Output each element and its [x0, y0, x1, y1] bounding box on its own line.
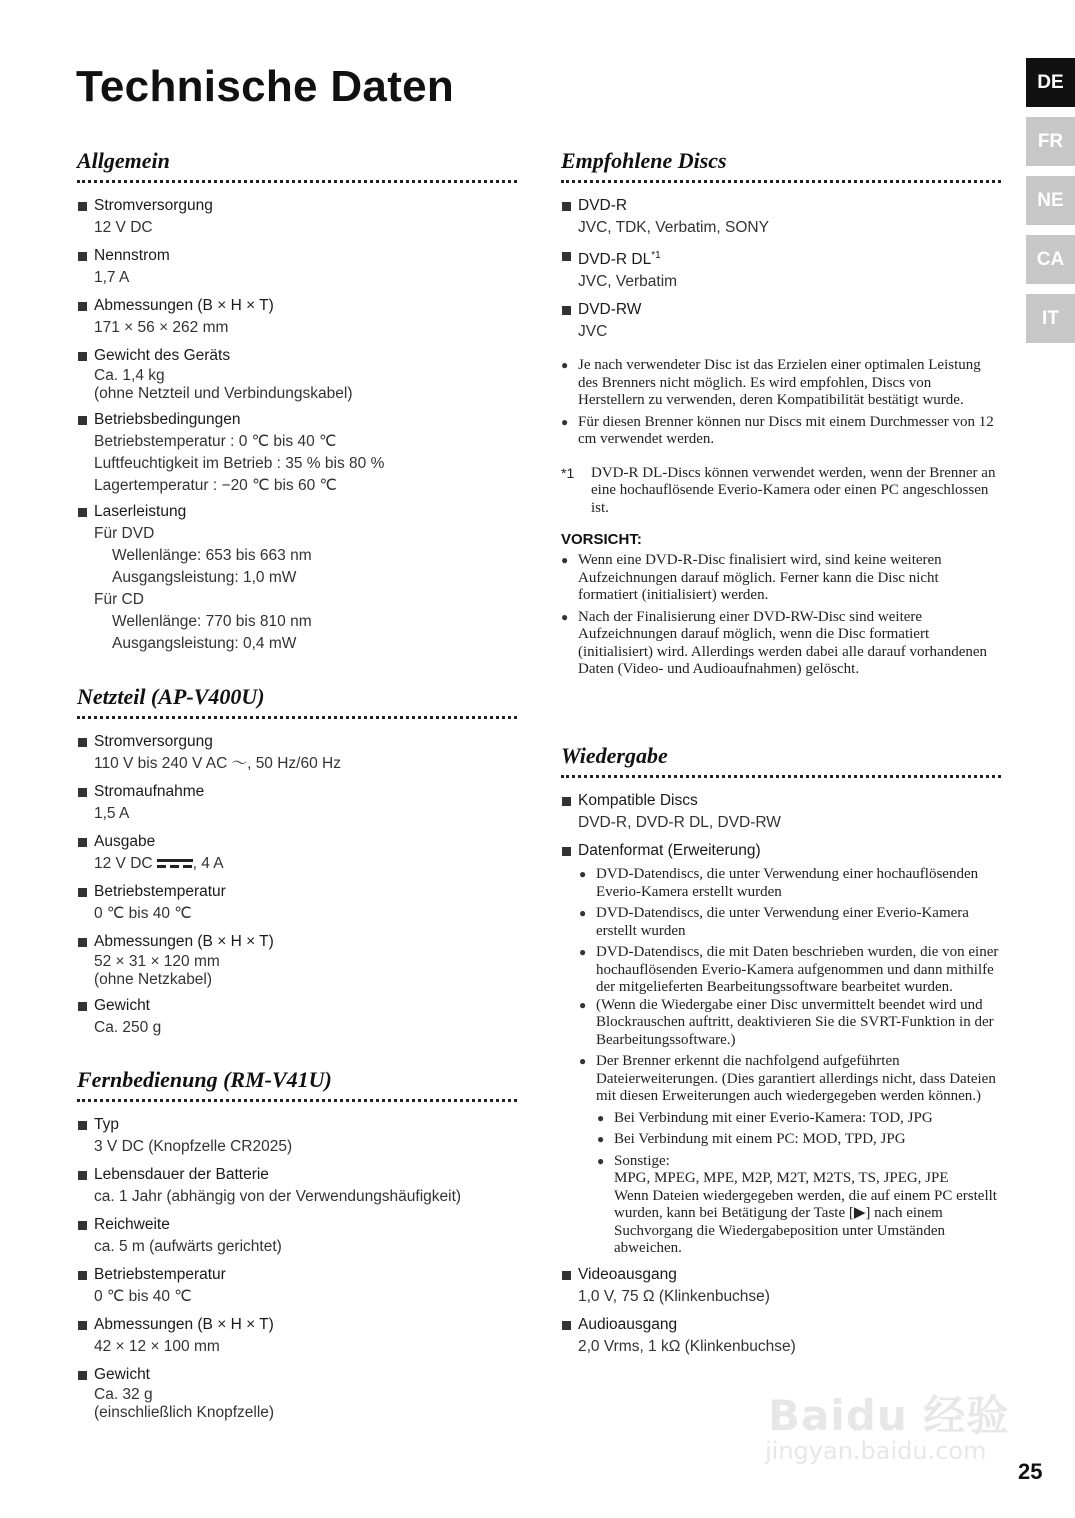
tab-ca[interactable]: CA [1026, 235, 1075, 284]
spec-value: Ca. 32 g [94, 1386, 153, 1403]
section-discs [561, 148, 1001, 679]
spec-label: Gewicht [77, 1364, 517, 1386]
extension-bullet: ● Bei Verbindung mit einer Everio-Kamera: TOD, JPG [561, 1110, 1001, 1128]
section-netzteil [77, 684, 517, 1039]
spec-label: Abmessungen (B × H × T) [77, 931, 517, 953]
tab-de[interactable]: DE [1026, 58, 1075, 107]
spec-value [77, 853, 517, 875]
footnote-text: DVD-R DL-Discs können verwendet werden, wenn der Brenner an eine hochauflösende Everio-Kamera oder einen PC angeschlossen ist. [591, 464, 996, 516]
extension-note: Wenn Dateien wiedergegeben werden, die auf einem PC erstellt wurden, kann bei Betätigung der Taste [▶] nach einem Suchvorgang die Wiedergabeposition unter Umständen abweichen. [614, 1187, 997, 1256]
section-allgemein [77, 148, 517, 655]
spec-label: Audioausgang [561, 1314, 1001, 1336]
spec-value: 52 × 31 × 120 mm [94, 953, 220, 970]
footnote-mark: *1 [561, 464, 575, 481]
spec-value: JVC, Verbatim [578, 273, 678, 291]
spec-label: Abmessungen (B × H × T) [77, 1314, 517, 1336]
spec-value: 0 ℃ bis 40 ℃ [94, 905, 192, 922]
spec-value: 42 × 12 × 100 mm [94, 1338, 220, 1355]
format-bullet: ● Der Brenner erkennt die nachfolgend aufgeführten Dateierweiterungen. (Dies garantiert allerdings nicht, dass Dateien mit diesen Erweiterungen auch wiedergegeben werden können.) [561, 1053, 1001, 1106]
spec-value: Luftfeuchtigkeit im Betrieb : 35 % bis 80 % [94, 455, 385, 472]
section-heading: Empfohlene Discs [561, 148, 1001, 183]
spec-label: DVD-RW [561, 299, 1001, 321]
section-fernbedienung [77, 1067, 517, 1422]
footnote-ref: *1 [651, 250, 661, 261]
caution-label: VORSICHT: [561, 531, 642, 549]
spec-value: Ca. 250 g [94, 1019, 162, 1036]
spec-label: Betriebstemperatur [77, 1264, 517, 1286]
note-bullet: ● Für diesen Brenner können nur Discs mit einem Durchmesser von 12 cm verwendet werden. [561, 414, 1001, 449]
spec-value: Wellenlänge: 770 bis 810 nm [112, 613, 312, 630]
format-bullet: ● DVD-Datendiscs, die unter Verwendung einer hochauflösenden Everio-Kamera erstellt wurden [561, 866, 1001, 901]
spec-value: JVC, TDK, Verbatim, SONY [578, 219, 769, 236]
disc-label: DVD-R DL [578, 251, 652, 269]
tab-ne[interactable]: NE [1026, 176, 1075, 225]
spec-label: Laserleistung [77, 501, 517, 523]
extension-bullet: ● Bei Verbindung mit einem PC: MOD, TPD, JPG [561, 1131, 1001, 1149]
watermark-logo: Baidu 经验 [768, 1391, 1010, 1440]
spec-label: Videoausgang [561, 1264, 1001, 1286]
spec-label: Kompatible Discs [561, 790, 1001, 812]
spec-label: Nennstrom [77, 245, 517, 267]
spec-value: 1,5 A [94, 805, 130, 822]
spec-value: ca. 5 m (aufwärts gerichtet) [94, 1238, 282, 1255]
spec-value: Für CD [94, 591, 144, 608]
format-note [561, 997, 1001, 1050]
spec-label: Datenformat (Erweiterung) [561, 840, 1001, 862]
spec-label: Ausgabe [77, 831, 517, 853]
spec-value: Ausgangsleistung: 0,4 mW [112, 635, 297, 652]
watermark-url: jingyan.baidu.com [765, 1437, 987, 1465]
spec-value: Für DVD [94, 525, 155, 542]
extension-bullet: ● Sonstige: [561, 1153, 1001, 1171]
footnote [561, 465, 1001, 518]
spec-label [561, 245, 1001, 271]
spec-label: Lebensdauer der Batterie [77, 1164, 517, 1186]
spec-label: DVD-R [561, 195, 1001, 217]
spec-label: Stromversorgung [77, 195, 517, 217]
caution-bullet: ● Wenn eine DVD-R-Disc finalisiert wird, sind keine weiteren Aufzeichnungen darauf möglich. Ferner kann die Disc nicht formatiert (initialisiert) werden. [561, 552, 1001, 605]
section-heading: Fernbedienung (RM-V41U) [77, 1067, 517, 1102]
spec-value: 3 V DC (Knopfzelle CR2025) [94, 1138, 293, 1155]
format-bullet: ● DVD-Datendiscs, die mit Daten beschrieben wurden, die von einer hochauflösenden Everio-Kamera aufgenommen und dann mithilfe der mitgelieferten Bearbeitungssoftware bearbeitet wurden. [561, 944, 1001, 997]
spec-value: 12 V DC [94, 219, 153, 236]
spec-value: 1,7 A [94, 269, 130, 286]
note-bullet: ● Je nach verwendeter Disc ist das Erzielen einer optimalen Leistung des Brenners nicht möglich. Es wird empfohlen, Discs von Herstellern zu verwenden, deren Kompatibilität bestätigt wurde. [561, 357, 1001, 410]
spec-value: DVD-R, DVD-R DL, DVD-RW [578, 814, 781, 831]
spec-label: Reichweite [77, 1214, 517, 1236]
spec-value-part: , 4 A [192, 855, 224, 872]
format-bullet: ● DVD-Datendiscs, die unter Verwendung einer Everio-Kamera erstellt wurden [561, 905, 1001, 940]
spec-label: Betriebsbedingungen [77, 409, 517, 431]
tab-it[interactable]: IT [1026, 294, 1075, 343]
section-heading: Wiedergabe [561, 743, 1001, 778]
spec-value: Betriebstemperatur : 0 ℃ bis 40 ℃ [94, 433, 337, 450]
spec-value-part: 12 V DC [94, 855, 153, 872]
spec-label: Gewicht des Geräts [77, 345, 517, 367]
spec-label: Abmessungen (B × H × T) [77, 295, 517, 317]
spec-value: 0 ℃ bis 40 ℃ [94, 1288, 192, 1305]
watermark [760, 1355, 1010, 1475]
spec-label: Typ [77, 1114, 517, 1136]
spec-value: Ca. 1,4 kg [94, 367, 165, 384]
section-heading: Netzteil (AP-V400U) [77, 684, 517, 719]
format-note-text: (Wenn die Wiedergabe einer Disc unvermittelt beendet wird und Blockrauschen auftritt, deaktivieren Sie die SVRT-Funktion in der Bearbeitungssoftware.) [596, 996, 994, 1048]
spec-value: 1,0 V, 75 Ω (Klinkenbuchse) [578, 1287, 770, 1305]
section-heading: Allgemein [77, 148, 517, 183]
spec-value: 110 V bis 240 V AC ～, 50 Hz/60 Hz [94, 755, 341, 772]
spec-label: Stromaufnahme [77, 781, 517, 803]
spec-value: (ohne Netzkabel) [94, 971, 213, 988]
tab-fr[interactable]: FR [1026, 117, 1075, 166]
spec-label: Betriebstemperatur [77, 881, 517, 903]
spec-value: 2,0 Vrms, 1 kΩ (Klinkenbuchse) [578, 1337, 796, 1355]
page-number: 25 [1018, 1459, 1043, 1484]
spec-value: JVC [578, 323, 608, 341]
spec-value: Wellenlänge: 653 bis 663 nm [112, 547, 312, 564]
spec-value: ca. 1 Jahr (abhängig von der Verwendungshäufigkeit) [94, 1188, 462, 1205]
spec-value: 171 × 56 × 262 mm [94, 319, 229, 336]
spec-value: Ausgangsleistung: 1,0 mW [112, 569, 297, 586]
spec-label: Gewicht [77, 995, 517, 1017]
section-wiedergabe [561, 743, 1001, 1358]
spec-value: Lagertemperatur : −20 ℃ bis 60 ℃ [94, 477, 337, 494]
spec-label: Stromversorgung [77, 731, 517, 753]
spec-value: (ohne Netzteil und Verbindungskabel) [94, 385, 353, 402]
caution-bullet: ● Nach der Finalisierung einer DVD-RW-Disc sind weitere Aufzeichnungen darauf möglich, wenn die Disc formatiert (initialisiert) wird. Allerdings werden dabei alle darauf vorhandenen Daten (Video- und Audioaufnahmen) gelöscht. [561, 609, 1001, 679]
dc-symbol-icon [157, 859, 193, 869]
extension-list: MPG, MPEG, MPE, M2P, M2T, M2TS, TS, JPEG, JPE [614, 1170, 949, 1186]
spec-value: (einschließlich Knopfzelle) [94, 1404, 275, 1421]
page-title: Technische Daten [76, 62, 455, 111]
